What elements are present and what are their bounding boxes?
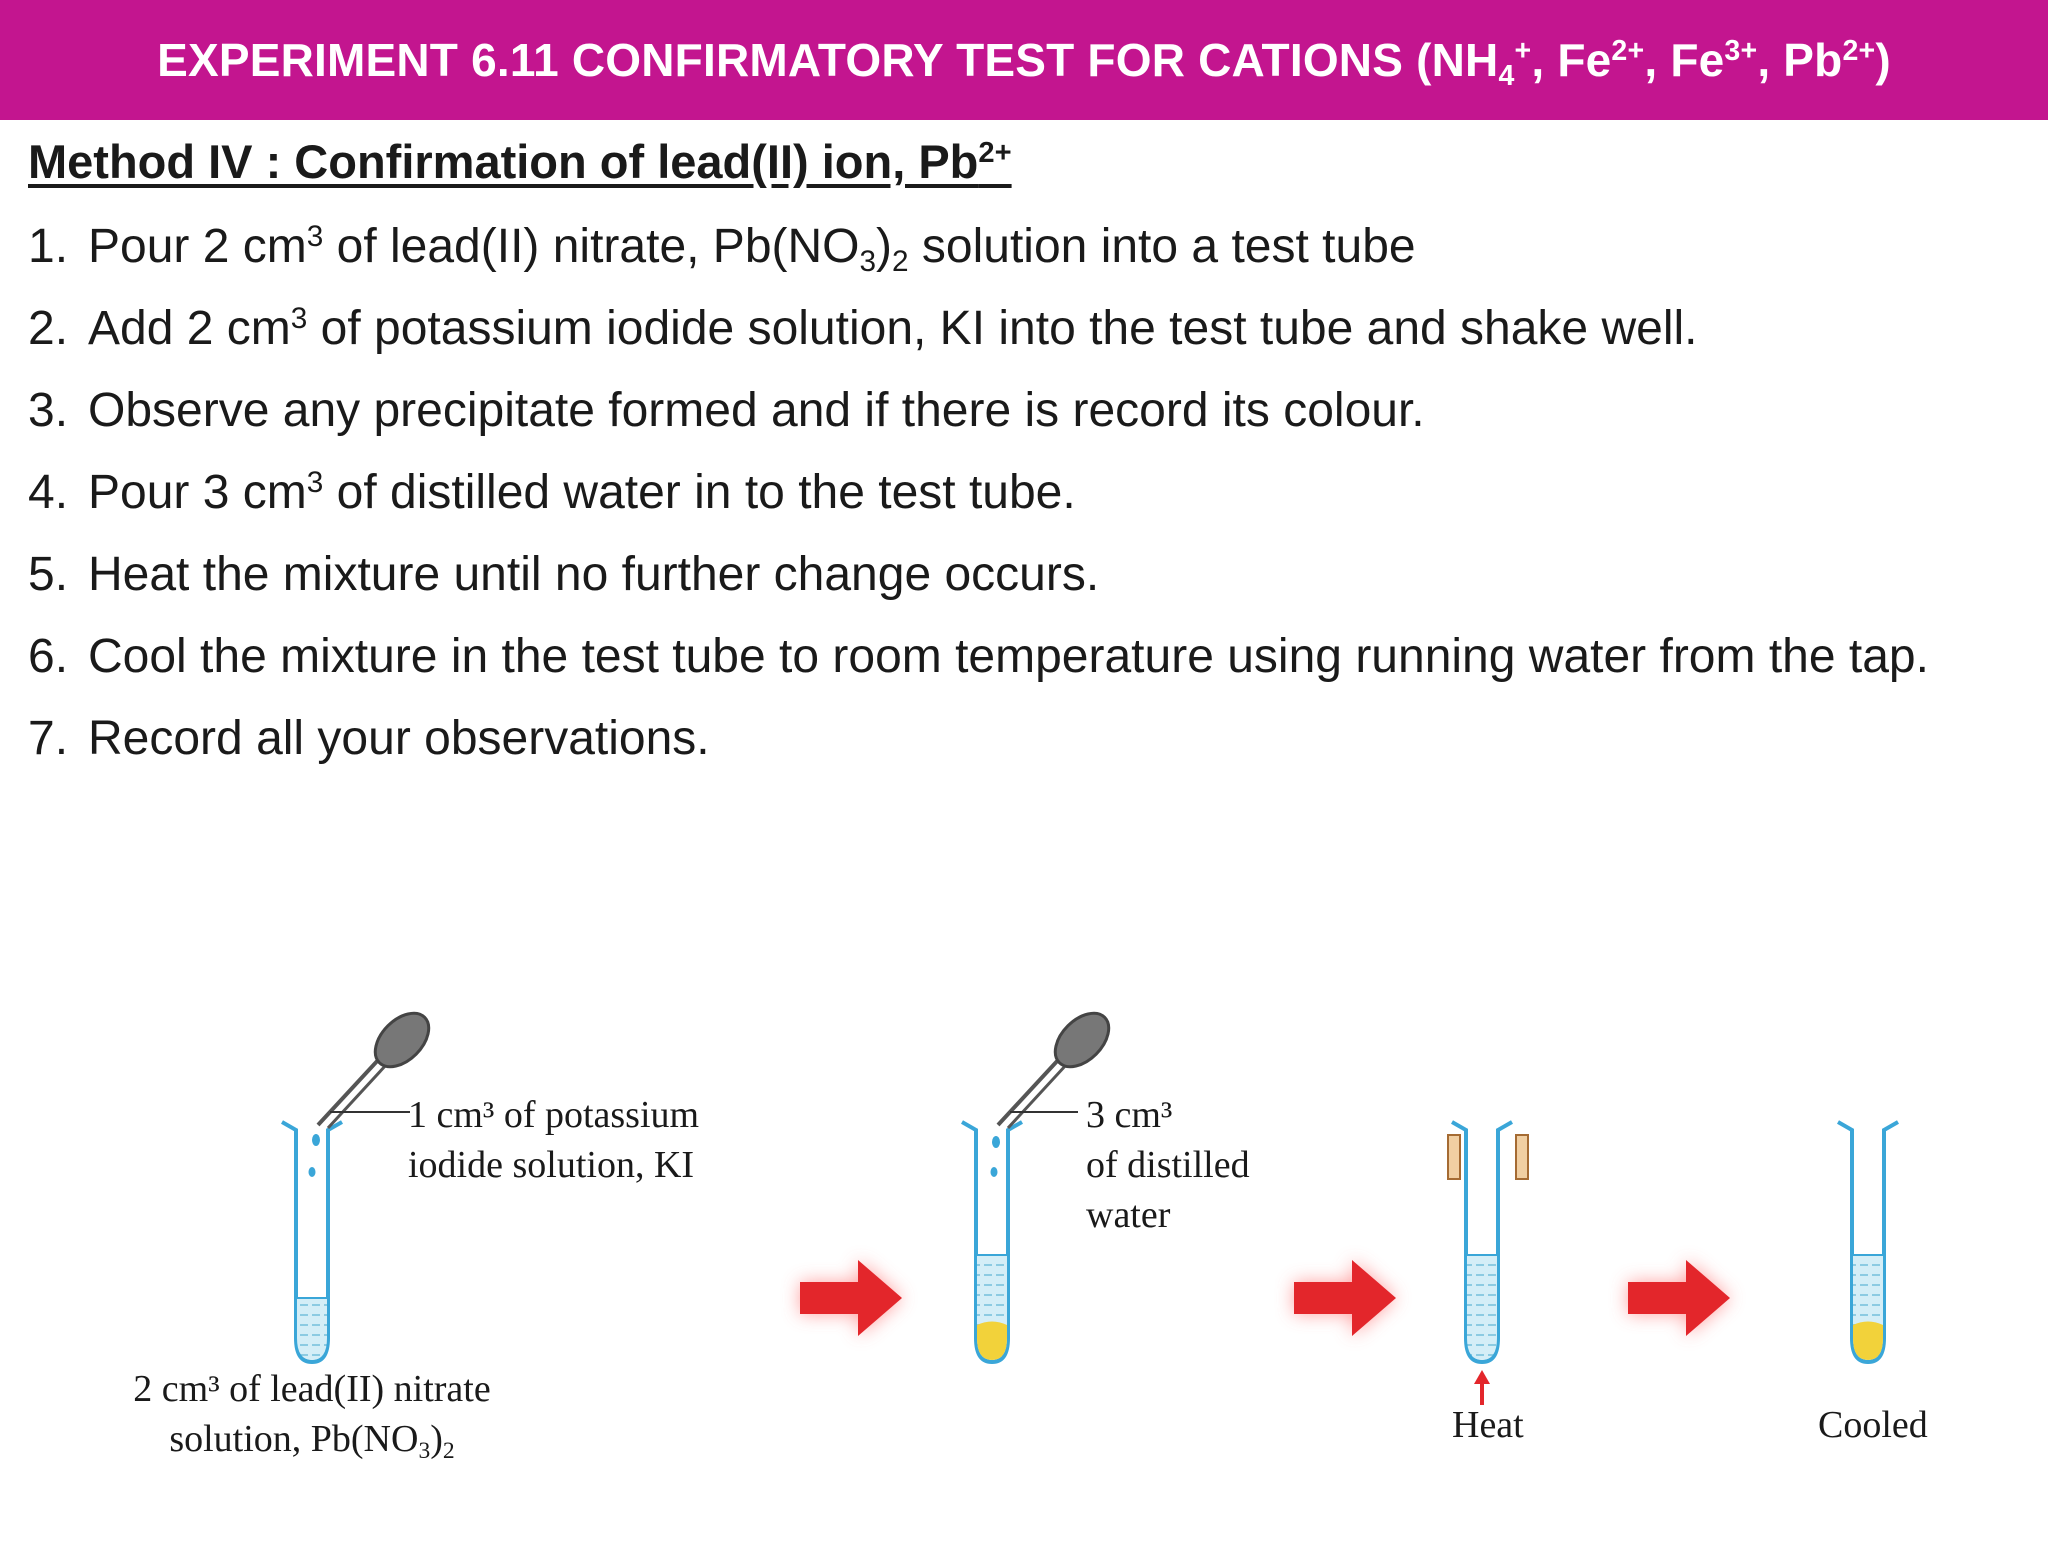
step-7 [28,704,2018,774]
tube-holder-left [1448,1135,1460,1179]
step-text: Cool the mixture in the test tube to room temperature using running water from the tap. [88,630,1929,683]
caption-subscript: 2 [442,1438,455,1465]
lead-nitrate-caption [112,1364,512,1464]
header-title [157,33,1891,92]
step-text: of lead(II) nitrate, Pb(NO [323,220,860,273]
test-tube-with-precipitate [962,1122,1022,1362]
header-title-text: EXPERIMENT 6.11 CONFIRMATORY TEST FOR CATIONS (NH [157,34,1499,86]
step-text: Pour 3 cm [88,466,307,519]
step-1 [28,212,2018,282]
method-title-text: Method IV : Confirmation of lead(II) ion, Pb [28,135,979,188]
step-number: 1. [28,220,69,273]
step-text: Add 2 cm [88,302,291,355]
experiment-diagram [0,1000,2048,1536]
procedure-steps [28,212,2018,786]
caption-subscript: 3 [418,1438,431,1465]
arrow-right-icon [800,1260,902,1336]
step-text: solution into a test tube [908,220,1416,273]
step-3 [28,376,2018,446]
method-title [28,134,1012,189]
step-number: 2. [28,302,69,355]
cooled-label: Cooled [1818,1404,1928,1446]
water-caption-line2: of distilled [1086,1144,1250,1186]
step-text: ) [876,220,893,273]
close-paren: ) [1875,34,1891,86]
step-text: Observe any precipitate formed and if there is record its colour. [88,384,1425,437]
separator: , [1757,34,1784,86]
test-tube-lead-nitrate [282,1122,342,1362]
ki-caption [408,1090,699,1190]
fe2-symbol: Fe [1557,34,1612,86]
step-4 [28,458,2018,528]
tube-holder-right [1516,1135,1528,1179]
arrow-right-icon [1294,1260,1396,1336]
test-tube-cooled [1838,1122,1898,1362]
step-6 [28,622,2018,692]
step-subscript: 2 [892,244,909,278]
lead-nitrate-caption-line1: 2 cm³ of lead(II) nitrate [133,1368,491,1410]
step-text: Heat the mixture until no further change occurs. [88,548,1100,601]
heat-label: Heat [1452,1404,1524,1446]
separator: , [1531,34,1558,86]
step-superscript: 3 [306,219,324,253]
caption-text: solution, Pb(NO [169,1418,419,1460]
step-number: 3. [28,384,69,437]
distilled-water-caption [1086,1090,1250,1240]
pb-charge: 2+ [1842,35,1876,68]
step-superscript: 3 [290,301,308,335]
nh4-subscript: 4 [1498,59,1515,92]
arrow-right-icon [1628,1260,1730,1336]
slide-header [0,0,2048,120]
ki-caption-line2: iodide solution, KI [408,1144,695,1186]
step-subscript: 3 [859,244,877,278]
water-caption-line1: 3 cm³ [1086,1094,1173,1136]
fe2-charge: 2+ [1611,35,1645,68]
step-number: 4. [28,466,69,519]
step-5 [28,540,2018,610]
caption-text: ) [430,1418,443,1460]
step-text: of potassium iodide solution, KI into the test tube and shake well. [307,302,1698,355]
nh4-superscript: + [1514,35,1532,68]
separator: , [1644,34,1671,86]
test-tube-heated [1448,1122,1528,1362]
step-number: 7. [28,712,69,765]
step-text: Pour 2 cm [88,220,307,273]
lead-nitrate-caption-line2 [112,1414,512,1464]
step-text: of distilled water in to the test tube. [323,466,1076,519]
step-superscript: 3 [306,465,324,499]
water-caption-line3: water [1086,1194,1171,1236]
fe3-symbol: Fe [1670,34,1725,86]
method-title-charge: 2+ [978,136,1012,169]
step-2 [28,294,2018,364]
pb-symbol: Pb [1783,34,1843,86]
step-number: 6. [28,630,69,683]
step-text: Record all your observations. [88,712,710,765]
fe3-charge: 3+ [1724,35,1758,68]
ki-caption-line1: 1 cm³ of potassium [408,1094,700,1136]
step-number: 5. [28,548,69,601]
